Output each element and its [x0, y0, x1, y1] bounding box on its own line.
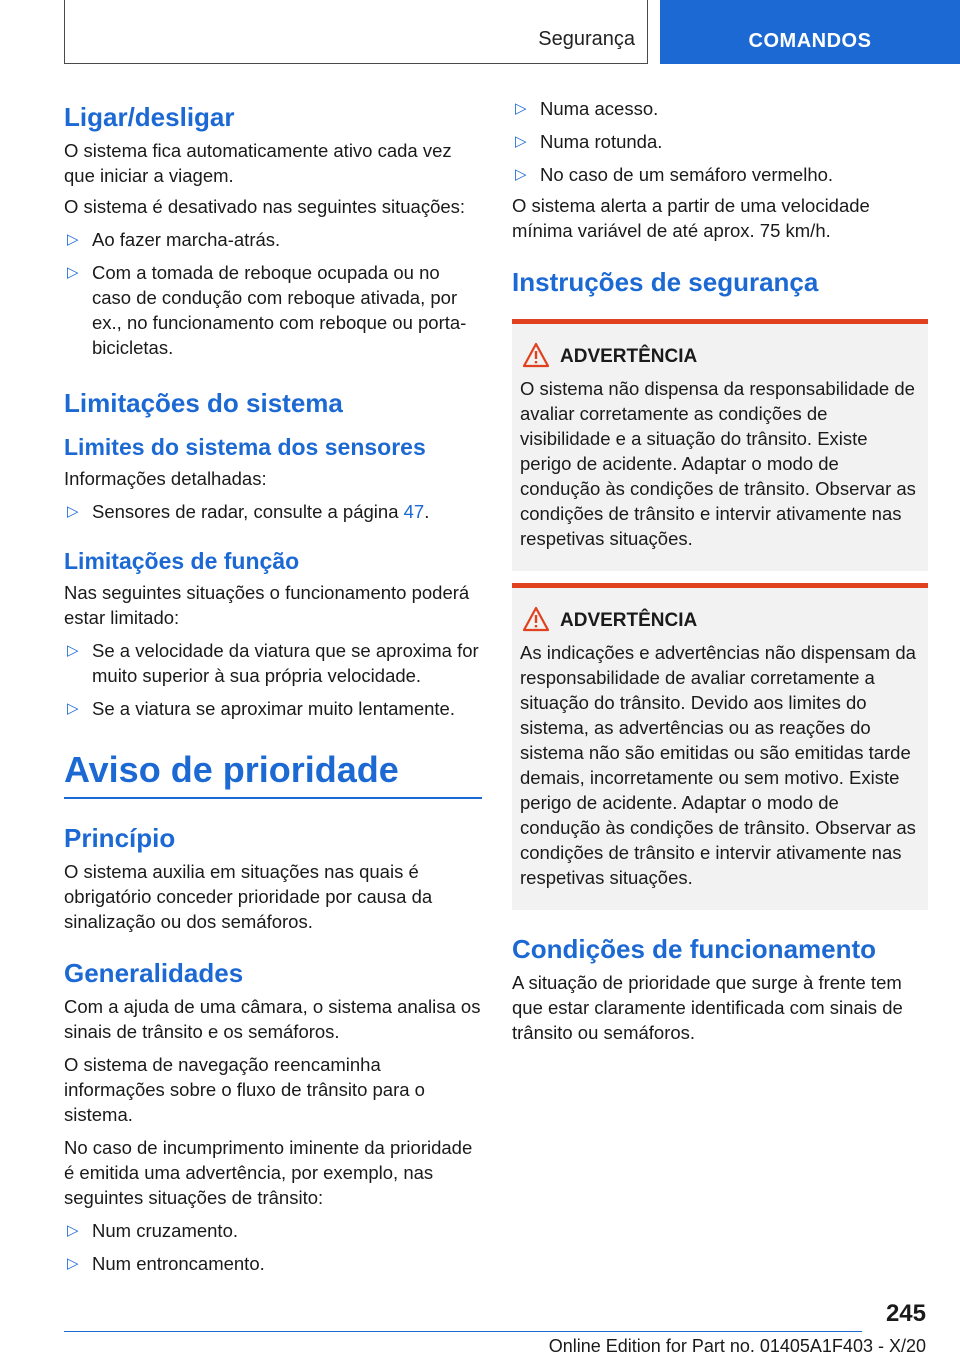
warning-triangle-icon [522, 606, 550, 632]
heading-limitacoes-funcao: Limitações de função [64, 548, 300, 574]
warning-title: ADVERTÊNCIA [520, 344, 920, 370]
heading-generalidades: Generalidades [64, 958, 244, 988]
list-item: ▷ Numa rotunda. [515, 131, 663, 152]
warning-triangle-icon [522, 342, 550, 368]
bullet-triangle-icon: ▷ [67, 700, 79, 717]
list-item: ▷ Numa acesso. [515, 98, 659, 119]
list-item: ▷ Num cruzamento. [67, 1220, 238, 1241]
warning-text: O sistema não dispensa da responsabilidade de avaliar corretamente as condições de visibilidade e a situação do trânsito. Existe perigo de acidente. Adaptar o modo de condução às condições de trânsito. Observar as condições de trânsito e intervir ativamente nas respetivas situações. [520, 378, 916, 549]
paragraph-ligar-2: O sistema é desativado nas seguintes situações: [64, 196, 466, 217]
heading-limitacoes-sistema: Limitações do sistema [64, 388, 343, 418]
bullet-triangle-icon: ▷ [67, 1255, 79, 1272]
list-item: ▷ Ao fazer marcha-atrás. [67, 229, 281, 250]
bullet-triangle-icon: ▷ [515, 133, 527, 150]
list-item: ▷ Num entroncamento. [67, 1253, 265, 1274]
bullet-triangle-icon: ▷ [67, 642, 79, 659]
heading-principio: Princípio [64, 823, 176, 853]
bullet-triangle-icon: ▷ [515, 166, 527, 183]
footer-edition: Online Edition for Part no. 01405A1F403 - X/20 [548, 1336, 926, 1356]
list-item: ▷ Se a viatura se aproximar muito lentamente. [67, 698, 455, 719]
footer-rule [64, 1331, 862, 1332]
left-column [64, 100, 482, 1276]
warning-box [512, 319, 928, 571]
bullet-triangle-icon: ▷ [515, 100, 527, 117]
bullet-triangle-icon: ▷ [67, 264, 79, 281]
list-sensores [64, 499, 482, 524]
bullet-triangle-icon: ▷ [67, 1222, 79, 1239]
page-link-47[interactable]: 47 [403, 501, 425, 522]
list-item: ▷ Sensores de radar, consulte a página 47. [67, 501, 430, 522]
paragraph-funcao: Nas seguintes situações o funcionamento poderá estar limitado: [64, 582, 470, 628]
page-number: 245 [885, 1300, 926, 1327]
paragraph-ligar-1: O sistema fica automaticamente ativo cada vez que iniciar a viagem. [64, 140, 452, 186]
list-funcao [64, 638, 482, 721]
list-item: ▷ Se a velocidade da viatura que se aproxima for muito superior à sua própria velocidade. [67, 640, 479, 686]
heading-instrucoes-seguranca: Instruções de segurança [512, 267, 819, 297]
list-generalidades [64, 1218, 482, 1276]
list-item: ▷ No caso de um semáforo vermelho. [515, 164, 834, 185]
list-top [512, 96, 928, 187]
warning-box [512, 583, 928, 910]
paragraph-generalidades-1: Com a ajuda de uma câmara, o sistema analisa os sinais de trânsito e os semáforos. [64, 996, 481, 1042]
list-ligar [64, 227, 482, 360]
list-item: ▷ Com a tomada de reboque ocupada ou no caso de condução com reboque ativada, por ex., no funcionamento com reboque ou porta-bicicletas. [67, 262, 467, 358]
bullet-triangle-icon: ▷ [67, 503, 79, 520]
paragraph-alerta: O sistema alerta a partir de uma velocidade mínima variável de até aprox. 75 km/h. [512, 195, 870, 241]
paragraph-condicoes: A situação de prioridade que surge à frente tem que estar claramente identificada com sinais de trânsito ou semáforos. [512, 972, 903, 1043]
header-section-box [64, 0, 648, 64]
paragraph-generalidades-3: No caso de incumprimento iminente da prioridade é emitida uma advertência, por exemplo, nas seguintes situações de trânsito: [64, 1137, 473, 1208]
heading-limites-sensores: Limites do sistema dos sensores [64, 434, 426, 460]
heading-rule [64, 797, 482, 799]
header-tab-label: COMANDOS [748, 30, 872, 52]
header-section-title: Segurança [538, 28, 635, 50]
warning-text: As indicações e advertências não dispensam da responsabilidade de avaliar corretamente a situação do trânsito. Devido aos limites do sistema, as advertências ou as reações do sistema não são emitidas ou são emitidas tarde demais, incorretamente ou sem motivo. Existe perigo de acidente. Adaptar o modo de condução às condições de trânsito. Observar as condições de trânsito e intervir ativamente nas respetivas situações. [520, 642, 916, 888]
bullet-triangle-icon: ▷ [67, 231, 79, 248]
heading-aviso-prioridade: Aviso de prioridade [64, 749, 399, 790]
paragraph-generalidades-2: O sistema de navegação reencaminha informações sobre o fluxo de trânsito para o sistema. [64, 1054, 425, 1125]
right-column [512, 96, 928, 1045]
paragraph-principio: O sistema auxilia em situações nas quais é obrigatório conceder prioridade por causa da sinalização ou dos semáforos. [64, 861, 433, 932]
paragraph-info: Informações detalhadas: [64, 468, 267, 489]
header-tab[interactable] [660, 0, 960, 64]
heading-condicoes-funcionamento: Condições de funcionamento [512, 934, 877, 964]
warning-title: ADVERTÊNCIA [520, 608, 920, 634]
heading-ligar-desligar: Ligar/desligar [64, 102, 235, 132]
